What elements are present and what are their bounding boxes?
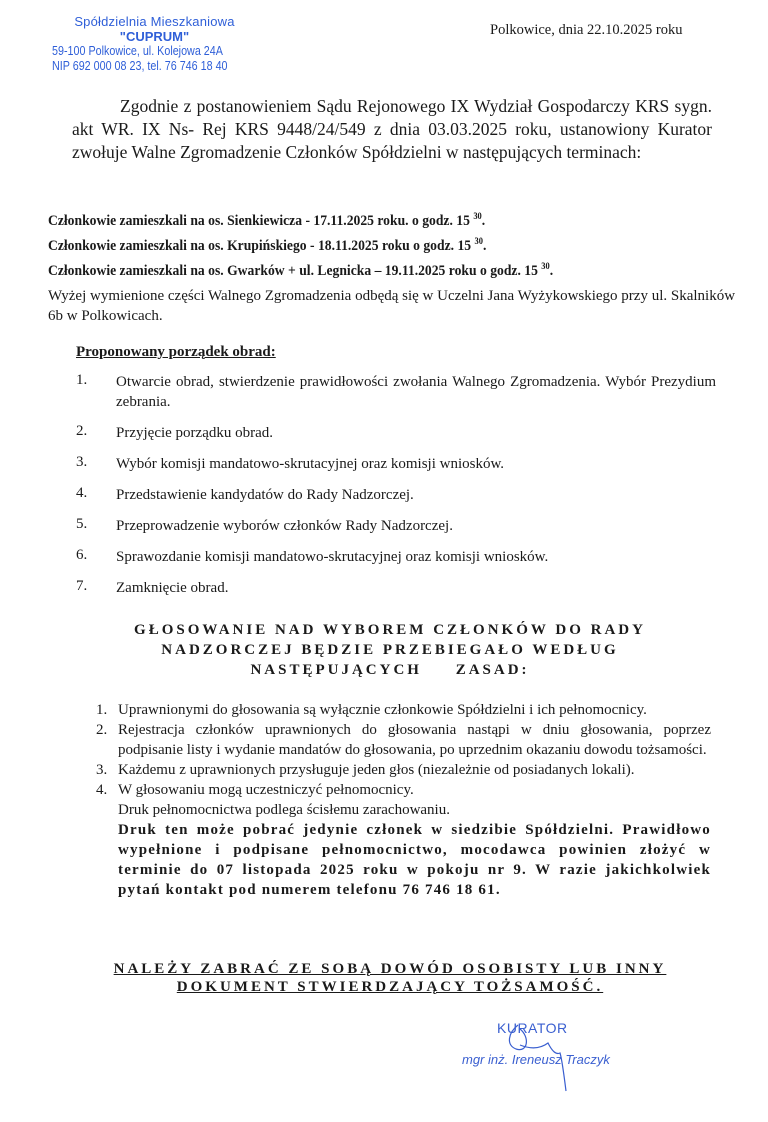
- place-date: Polkowice, dnia 22.10.2025 roku: [490, 22, 683, 38]
- voting-rule: 1. Uprawnionymi do głosowania są wyłącznie członkowie Spółdzielni i ich pełnomocnicy.: [96, 702, 647, 718]
- agenda-item: 5. Przeprowadzenie wyborów członków Rady Nadzorczej.: [76, 516, 453, 534]
- schedule-row: Członkowie zamieszkali na os. Gwarków + ul. Legnicka – 19.11.2025 roku o godz. 15 $^{30}$.: [48, 261, 554, 279]
- proxy-form-note: Druk pełnomocnictwa podlega ścisłemu zarachowaniu.: [118, 802, 450, 818]
- stamp-nip-phone: NIP 692 000 08 23, tel. 76 746 18 40: [52, 59, 228, 73]
- schedule-row: Członkowie zamieszkali na os. Krupińskiego - 18.11.2025 roku o godz. 15 $^{30}$.: [48, 236, 487, 254]
- agenda-item: 7. Zamknięcie obrad.: [76, 578, 229, 596]
- meeting-schedule: [48, 206, 738, 281]
- signature-title: KURATOR: [497, 1020, 568, 1036]
- handwritten-signature-icon: [500, 1015, 610, 1095]
- agenda-title: Proponowany porządek obrad:: [76, 344, 276, 360]
- proxy-form-instructions: Druk ten może pobrać jedynie członek w siedzibie Spółdzielni. Prawidłowo wypełnione i podpisane pełnomocnictwo, mocodawca powinien złożyć w terminie do 07 listopada 2025 roku w pokoju nr 9. W razie jakichkolwiek pytań kontakt pod numerem telefonu 76 746 18 61.: [118, 822, 711, 898]
- stamp-address: 59-100 Polkowice, ul. Kolejowa 24A: [52, 44, 223, 58]
- stamp-org-short: "CUPRUM": [119, 29, 190, 44]
- agenda-item: 6. Sprawozdanie komisji mandatowo-skrutacyjnej oraz komisji wniosków.: [76, 547, 549, 565]
- id-required-notice: NALEŻY ZABRAĆ ZE SOBĄ DOWÓD OSOBISTY LUB INNY DOKUMENT STWIERDZAJĄCY TOŻSAMOŚĆ.: [113, 961, 667, 995]
- voting-rule: 4. W głosowaniu mogą uczestniczyć pełnomocnicy.: [96, 782, 414, 798]
- agenda-item: 4. Przedstawienie kandydatów do Rady Nadzorczej.: [76, 485, 414, 503]
- voting-rules-list: [96, 700, 711, 900]
- agenda-item: 2. Przyjęcie porządku obrad.: [76, 423, 274, 441]
- voting-rules-heading: GŁOSOWANIE NAD WYBOREM CZŁONKÓW DO RADY NADZORCZEJ BĘDZIE PRZEBIEGAŁO WEDŁUG NASTĘPUJĄCYCH ZASAD:: [134, 622, 646, 678]
- voting-rule: 2. Rejestracja członków uprawnionych do głosowania nastąpi w dniu głosowania, poprzez podpisanie listy i wydanie mandatów do głosowania, po uprzednim okazaniu dowodu tożsamości.: [96, 722, 711, 758]
- agenda-list: [76, 372, 716, 598]
- stamp-org-name: Spółdzielnia Mieszkaniowa: [74, 14, 235, 29]
- intro-text: Zgodnie z postanowieniem Sądu Rejonowego IX Wydział Gospodarczy KRS sygn. akt WR. IX Ns- Rej KRS 9448/24/549 z dnia 03.03.2025 roku, ustanowiony Kurator zwołuje Walne Zgromadzenie Członków Spółdzielni w następujących terminach:: [72, 96, 712, 162]
- signature-name: mgr inż. Ireneusz Traczyk: [462, 1052, 610, 1067]
- agenda-item: 3. Wybór komisji mandatowo-skrutacyjnej oraz komisji wniosków.: [76, 454, 505, 472]
- schedule-row: Członkowie zamieszkali na os. Sienkiewicza - 17.11.2025 roku. o godz. 15 $^{30}$.: [48, 211, 486, 229]
- intro-paragraph: [72, 95, 712, 164]
- agenda-item: 1. Otwarcie obrad, stwierdzenie prawidłowości zwołania Walnego Zgromadzenia. Wybór Prezydium zebrania.: [76, 372, 716, 410]
- meeting-location: Wyżej wymienione części Walnego Zgromadzenia odbędą się w Uczelni Jana Wyżykowskiego przy ul. Skalników 6b w Polkowicach.: [48, 288, 736, 324]
- cooperative-stamp: [52, 14, 257, 74]
- voting-rule: 3. Każdemu z uprawnionych przysługuje jeden głos (niezależnie od posiadanych lokali).: [96, 762, 635, 778]
